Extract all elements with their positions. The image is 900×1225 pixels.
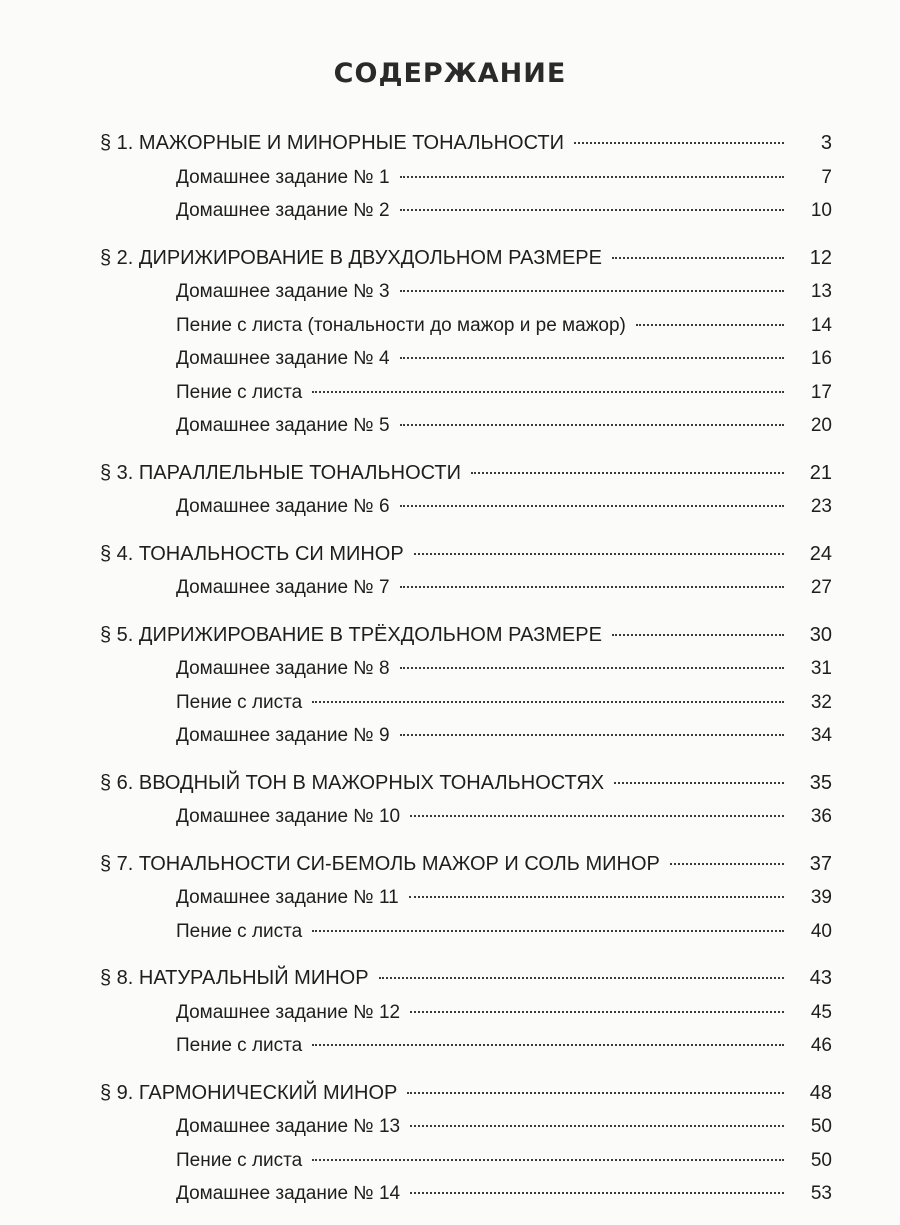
toc-entry-label: Домашнее задание № 13 [176,1116,401,1137]
dot-leader [400,176,784,178]
toc-entry-label: § 9. ГАРМОНИЧЕСКИЙ МИНОР [100,1081,398,1104]
toc-entry[interactable] [100,490,832,524]
toc-entry[interactable] [100,1110,832,1144]
toc-entry-label: § 3. ПАРАЛЛЕЛЬНЫЕ ТОНАЛЬНОСТИ [100,461,462,484]
dot-leader [400,586,784,588]
toc-section-heading[interactable] [100,127,832,161]
toc-page-number: 13 [810,281,832,302]
toc-entry-label: § 4. ТОНАЛЬНОСТЬ СИ МИНОР [100,542,404,565]
toc-section-heading[interactable] [100,962,832,996]
toc-entry[interactable] [100,1177,832,1211]
toc-entry-label: Домашнее задание № 7 [176,577,390,598]
toc-entry[interactable] [100,652,832,686]
dot-leader [409,896,784,898]
toc-entry[interactable] [100,309,832,343]
toc-section-heading[interactable] [100,767,832,801]
toc-entry-label: § 7. ТОНАЛЬНОСТИ СИ-БЕМОЛЬ МАЖОР И СОЛЬ МИНОР [100,852,660,875]
toc-section-heading[interactable] [100,242,832,276]
toc-entry[interactable] [100,686,832,720]
toc-section-heading[interactable] [100,848,832,882]
toc-entry[interactable] [100,571,832,605]
toc-entry[interactable] [100,800,832,834]
toc-entry[interactable] [100,1029,832,1063]
dot-leader [379,977,784,979]
toc-entry-label: § 1. МАЖОРНЫЕ И МИНОРНЫЕ ТОНАЛЬНОСТИ [100,132,564,154]
dot-leader [312,930,784,932]
toc-entry-label: § 8. НАТУРАЛЬНЫЙ МИНОР [100,967,369,989]
dot-leader [400,357,784,359]
toc-entry-label: Домашнее задание № 1 [176,166,390,188]
toc-entry[interactable] [100,1144,832,1178]
toc-entry-label: Пение с листа [176,1035,303,1056]
dot-leader [574,142,784,144]
table-of-contents [100,127,832,1225]
toc-page-number: 50 [810,1116,832,1137]
toc-page-number: 34 [810,725,832,746]
dot-leader [400,290,784,292]
toc-section [100,962,832,1063]
toc-entry[interactable] [100,409,832,443]
toc-entry-label: Пение с листа [176,920,303,942]
dot-leader [312,701,784,703]
toc-page-number: 45 [810,1001,832,1023]
toc-page-number: 40 [810,920,832,942]
toc-entry[interactable] [100,161,832,195]
dot-leader [400,734,784,736]
toc-entry-label: § 2. ДИРИЖИРОВАНИЕ В ДВУХДОЛЬНОМ РАЗМЕРЕ [100,246,602,269]
toc-entry-label: Домашнее задание № 2 [176,200,390,221]
toc-page-number: 23 [810,496,832,517]
dot-leader [614,782,784,784]
toc-page-number: 50 [810,1149,832,1171]
toc-page-number: 14 [810,314,832,336]
toc-page-number: 35 [809,771,832,794]
toc-entry-label: Домашнее задание № 4 [176,348,390,369]
toc-entry[interactable] [100,996,832,1030]
toc-entry-label: Пение с листа [176,381,303,403]
toc-section [100,767,832,834]
toc-section [100,848,832,949]
dot-leader [400,424,784,426]
toc-section [100,242,832,443]
toc-page-number: 24 [809,542,832,565]
toc-page-number: 30 [809,623,832,646]
dot-leader [400,505,784,507]
toc-section [100,538,832,605]
toc-entry[interactable] [100,275,832,309]
toc-page-number: 32 [810,691,832,713]
toc-section [100,1077,832,1211]
toc-page-number: 48 [809,1081,832,1104]
toc-page-number: 3 [820,132,832,154]
toc-section-heading[interactable] [100,538,832,572]
dot-leader [414,553,784,555]
dot-leader [410,1192,784,1194]
toc-entry[interactable] [100,376,832,410]
dot-leader [410,1011,784,1013]
toc-entry-label: § 5. ДИРИЖИРОВАНИЕ В ТРЁХДОЛЬНОМ РАЗМЕРЕ [100,623,602,646]
toc-entry-label: Пение с листа [176,1149,303,1171]
toc-section [100,457,832,524]
dot-leader [312,391,784,393]
toc-entry-label: Пение с листа [176,691,303,713]
toc-entry-label: Пение с листа (тональности до мажор и ре мажор) [176,314,626,336]
toc-entry[interactable] [100,719,832,753]
dot-leader [312,1159,784,1161]
toc-section [100,619,832,753]
dot-leader [636,324,784,326]
toc-page-number: 31 [810,658,832,679]
toc-page-number: 43 [809,967,832,989]
toc-entry-label: Домашнее задание № 10 [176,806,401,827]
toc-page-number: 37 [809,852,832,875]
toc-section-heading[interactable] [100,619,832,653]
toc-page-number: 46 [810,1035,832,1056]
toc-page-number: 16 [810,348,832,369]
toc-page-number: 36 [810,806,832,827]
toc-page-number: 20 [810,415,832,436]
dot-leader [410,1125,784,1127]
toc-entry[interactable] [100,915,832,949]
toc-page-number: 12 [809,246,832,269]
toc-entry-label: § 6. ВВОДНЫЙ ТОН В МАЖОРНЫХ ТОНАЛЬНОСТЯХ [100,771,605,794]
dot-leader [670,863,784,865]
dot-leader [400,209,784,211]
dot-leader [312,1044,784,1046]
dot-leader [407,1092,784,1094]
toc-page-number: 10 [810,200,832,221]
toc-entry-label: Домашнее задание № 6 [176,496,390,517]
dot-leader [612,257,784,259]
toc-section-heading[interactable] [100,457,832,491]
toc-entry[interactable] [100,194,832,228]
toc-entry-label: Домашнее задание № 3 [176,281,390,302]
toc-page-number: 7 [821,166,832,188]
toc-section [100,127,832,228]
toc-page-number: 27 [810,577,832,598]
page-title: СОДЕРЖАНИЕ [333,58,567,89]
toc-entry-label: Домашнее задание № 11 [176,887,399,908]
toc-page-number: 21 [809,461,832,484]
toc-section-heading[interactable] [100,1077,832,1111]
toc-page-number: 39 [810,887,832,908]
toc-entry[interactable] [100,342,832,376]
toc-entry-label: Домашнее задание № 8 [176,658,390,679]
dot-leader [612,634,784,636]
toc-entry-label: Домашнее задание № 12 [176,1001,401,1023]
dot-leader [410,815,784,817]
toc-entry-label: Домашнее задание № 9 [176,725,390,746]
dot-leader [471,472,784,474]
dot-leader [400,667,784,669]
toc-entry[interactable] [100,881,832,915]
toc-page-number: 17 [810,381,832,403]
toc-entry-label: Домашнее задание № 14 [176,1183,401,1204]
toc-page-number: 53 [810,1183,832,1204]
toc-entry-label: Домашнее задание № 5 [176,415,390,436]
